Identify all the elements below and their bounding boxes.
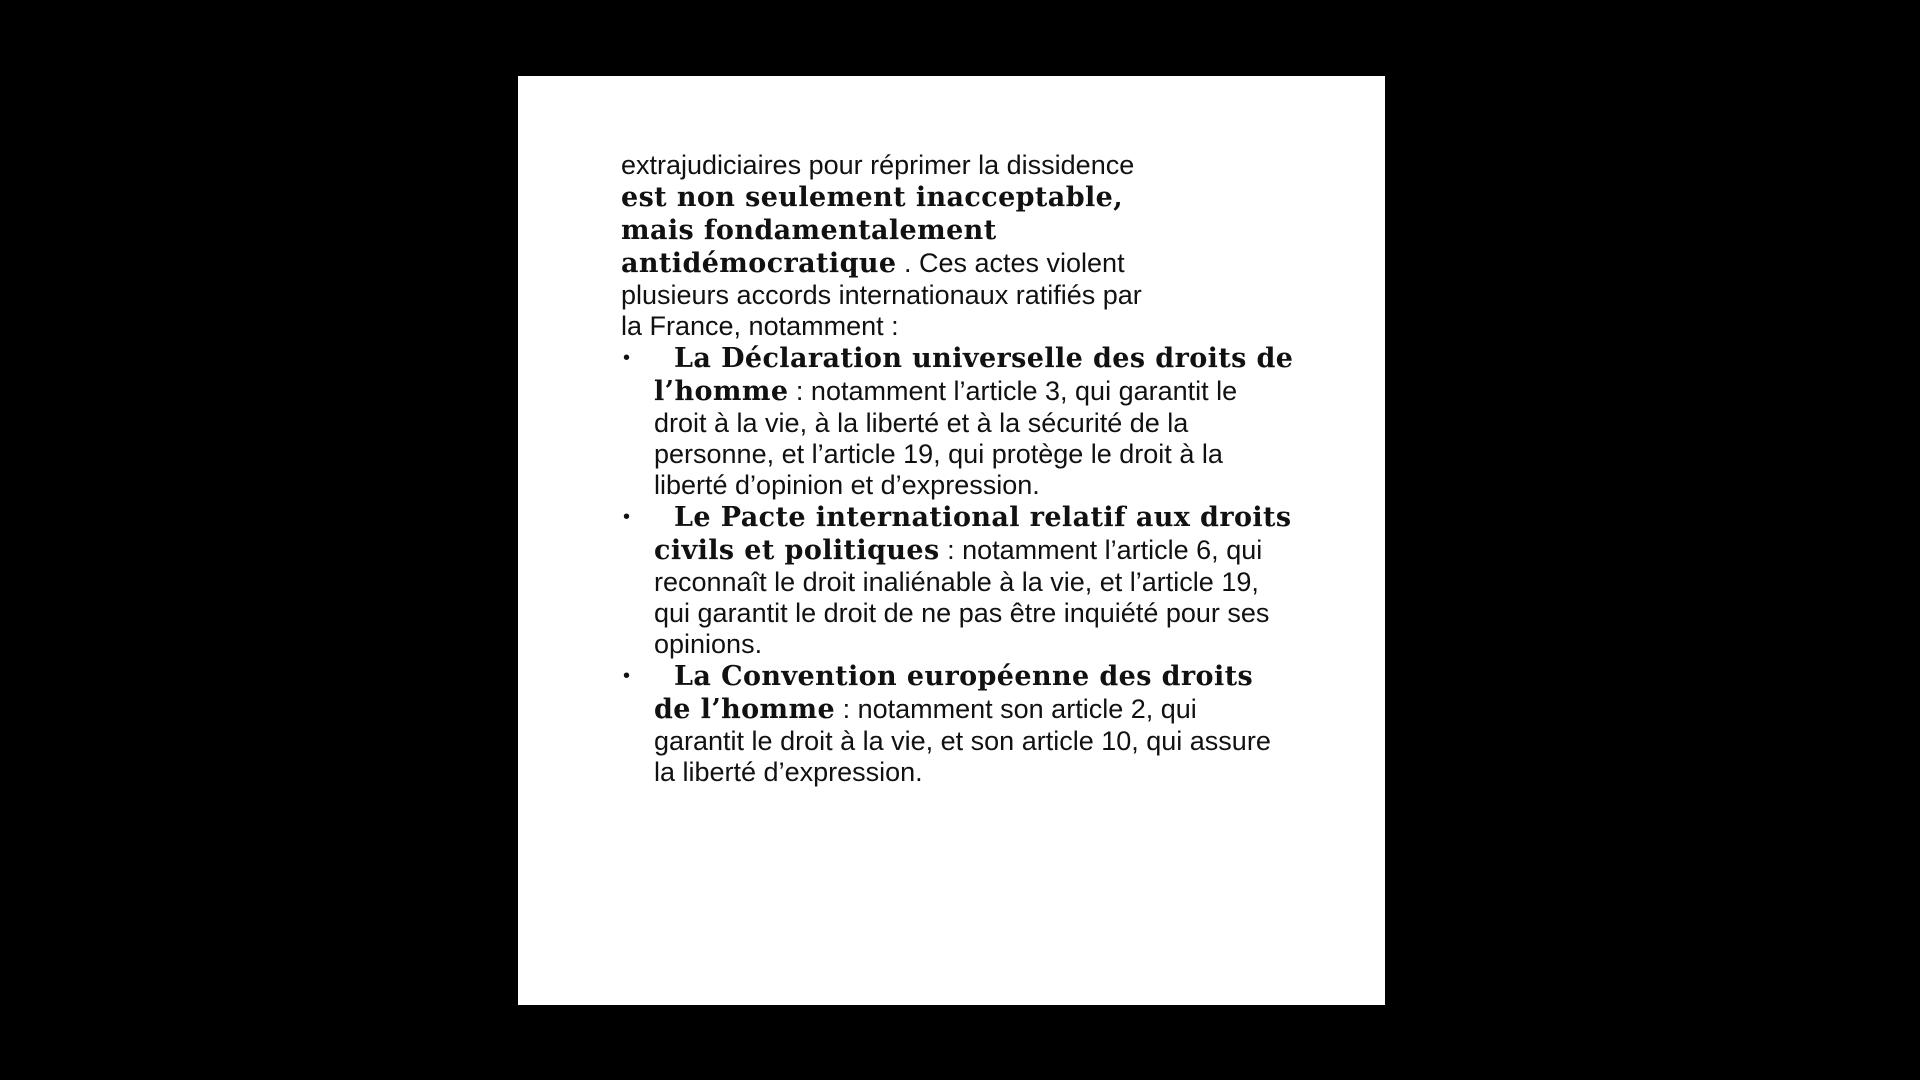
list-item-title: La Convention européenne des droits de l’homme [654,661,1254,725]
list-item-udhr [621,342,1294,501]
document-content [621,150,1301,788]
bullet-icon: • [623,665,631,687]
list-item-echr [621,660,1294,788]
intro-text-end: . Ces actes violent plusieurs accords internationaux ratifiés par la France, notamment : [621,248,1142,341]
list-item-body: : notamment son article 2, qui garantit le droit à la vie, et son article 10, qui assure la liberté d’expression. [654,694,1271,787]
intro-bold-statement: est non seulement inacceptable, mais fondamentalement antidémocratique [621,182,1124,279]
list-item-body: : notamment l’article 6, qui reconnaît le droit inaliénable à la vie, et l’article 19, qui garantit le droit de ne pas être inquiété pour ses opinions. [654,535,1270,659]
list-item-iccpr [621,501,1294,660]
list-item-title: La Déclaration universelle des droits de l’homme [654,343,1294,407]
treaty-list [621,342,1301,788]
bullet-icon: • [623,347,631,369]
bullet-icon: • [623,506,631,528]
intro-paragraph [621,150,1151,342]
intro-text-start: extrajudiciaires pour réprimer la dissidence [621,150,1135,180]
list-item-title: Le Pacte international relatif aux droits civils et politiques [654,502,1292,566]
list-item-body: : notamment l’article 3, qui garantit le droit à la vie, à la liberté et à la sécurité de la personne, et l’article 19, qui protège le droit à la liberté d’opinion et d’expression. [654,376,1238,500]
document-page [518,76,1385,1005]
